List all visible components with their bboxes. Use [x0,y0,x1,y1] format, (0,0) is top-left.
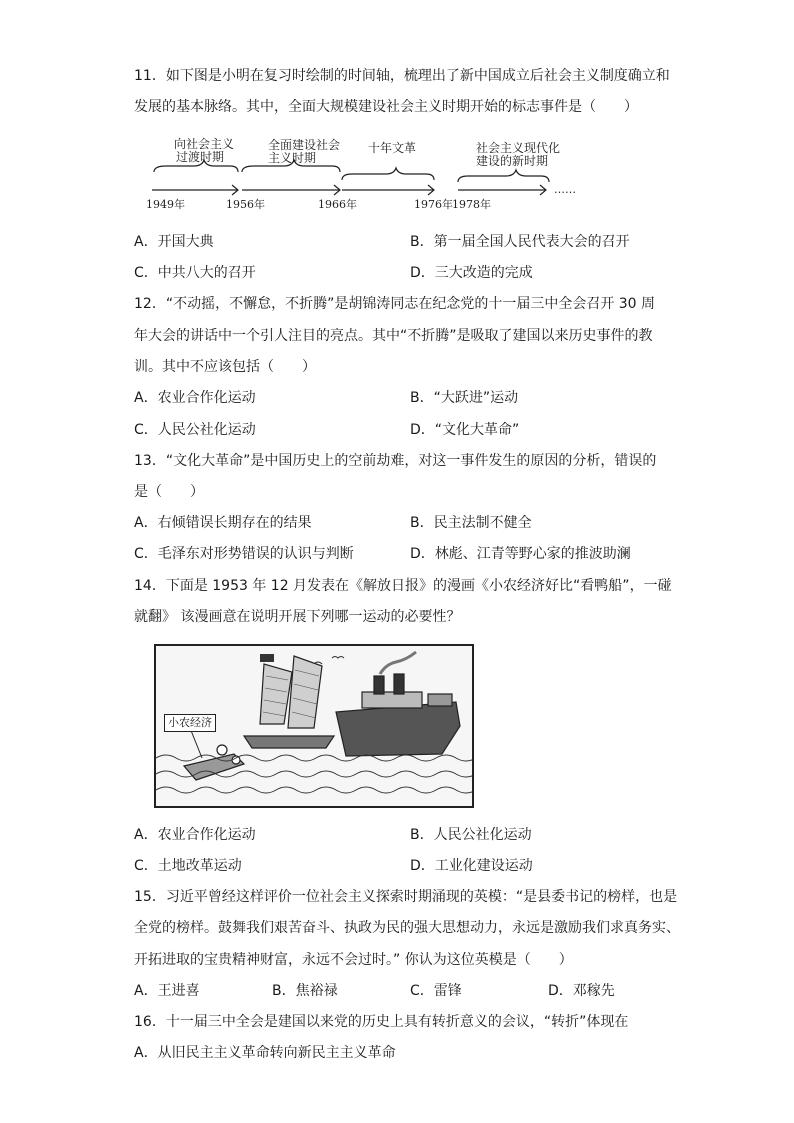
q11-stem-line1: 11．如下图是小明在复习时绘制的时间轴，梳理出了新中国成立后社会主义制度确立和 [134,68,670,84]
period-4-label-line2: 建设的新时期 [476,154,549,168]
brace-4 [458,170,549,182]
brace-3 [342,168,434,180]
q15-stem-line1: 15．习近平曾经这样评价一位社会主义探索时期涌现的英模：“是县委书记的榜样，也是 [134,889,678,905]
q13-stem-line2: 是（ ） [134,484,204,500]
q15-stem-line3: 开拓进取的宝贵精神财富，永远不会过时。” 你认为这位英模是（ ） [134,952,573,968]
cartoon-image [154,644,474,808]
q15-option-c: C．雷锋 [410,983,462,999]
year-1966: 1966年 [318,198,357,211]
q15-option-d: D．邓稼先 [548,983,615,999]
timeline-figure [146,134,586,214]
q11-stem-line2: 发展的基本脉络。其中，全面大规模建设社会主义时期开始的标志事件是（ ） [134,99,638,115]
q14-option-a: A．农业合作化运动 [134,827,256,843]
q12-stem-line1: 12．“不动摇，不懈怠，不折腾”是胡锦涛同志在纪念党的十一届三中全会召开 30 周 [134,296,656,312]
period-1-label-line1: 向社会主义 [174,137,235,151]
year-1978: 1978年 [452,198,491,211]
year-1976: 1976年 [414,198,453,211]
q13-option-b: B．民主法制不健全 [410,515,532,531]
period-2-label-line1: 全面建设社会 [268,138,341,152]
q16-stem-line1: 16．十一届三中全会是建国以来党的历史上具有转折意义的会议，“转折”体现在 [134,1014,629,1030]
q15-option-b: B．焦裕禄 [272,983,338,999]
q12-option-b: B．“大跃进”运动 [410,390,519,406]
q14-option-d: D．工业化建设运动 [410,858,533,874]
period-1-label-line2: 过渡时期 [176,150,225,164]
period-2-label-line2: 主义时期 [268,151,317,165]
cartoon-label: 小农经济 [164,714,216,732]
q12-option-d: D．“文化大革命” [410,422,520,438]
q12-stem-line2: 年大会的讲话中一个引人注目的亮点。其中“不折腾”是吸取了建国以来历史事件的教 [134,328,653,344]
q12-option-c: C．人民公社化运动 [134,422,256,438]
q11-option-d: D．三大改造的完成 [410,265,533,281]
q11-option-b: B．第一届全国人民代表大会的召开 [410,234,630,250]
period-4-label-line1: 社会主义现代化 [476,141,561,155]
q13-option-a: A．右倾错误长期存在的结果 [134,515,312,531]
q14-option-b: B．人民公社化运动 [410,827,532,843]
q13-stem-line1: 13．“文化大革命”是中国历史上的空前劫难，对这一事件发生的原因的分析，错误的 [134,453,657,469]
q13-option-c: C．毛泽东对形势错误的认识与判断 [134,546,354,562]
q15-option-a: A．王进喜 [134,983,200,999]
year-1956: 1956年 [226,198,265,211]
timeline-ellipsis: …… [554,183,576,196]
period-3-label: 十年文革 [368,141,417,155]
year-1949: 1949年 [146,198,185,211]
q12-stem-line3: 训。其中不应该包括（ ） [134,359,316,375]
q14-stem-line2: 就翻》 该漫画意在说明开展下列哪一运动的必要性？ [134,609,461,625]
q11-option-a: A．开国大典 [134,234,214,250]
q13-option-d: D．林彪、江青等野心家的推波助澜 [410,546,631,562]
q15-stem-line2: 全党的榜样。鼓舞我们艰苦奋斗、执政为民的强大思想动力，永远是激励我们求真务实、 [134,920,680,936]
q12-option-a: A．农业合作化运动 [134,390,256,406]
q11-option-c: C．中共八大的召开 [134,265,256,281]
q14-option-c: C．土地改革运动 [134,858,242,874]
q14-stem-line1: 14．下面是 1953 年 12 月发表在《解放日报》的漫画《小农经济好比“看鸭船”，一碰 [134,578,672,594]
q16-option-a: A．从旧民主主义革命转向新民主主义革命 [134,1045,396,1061]
